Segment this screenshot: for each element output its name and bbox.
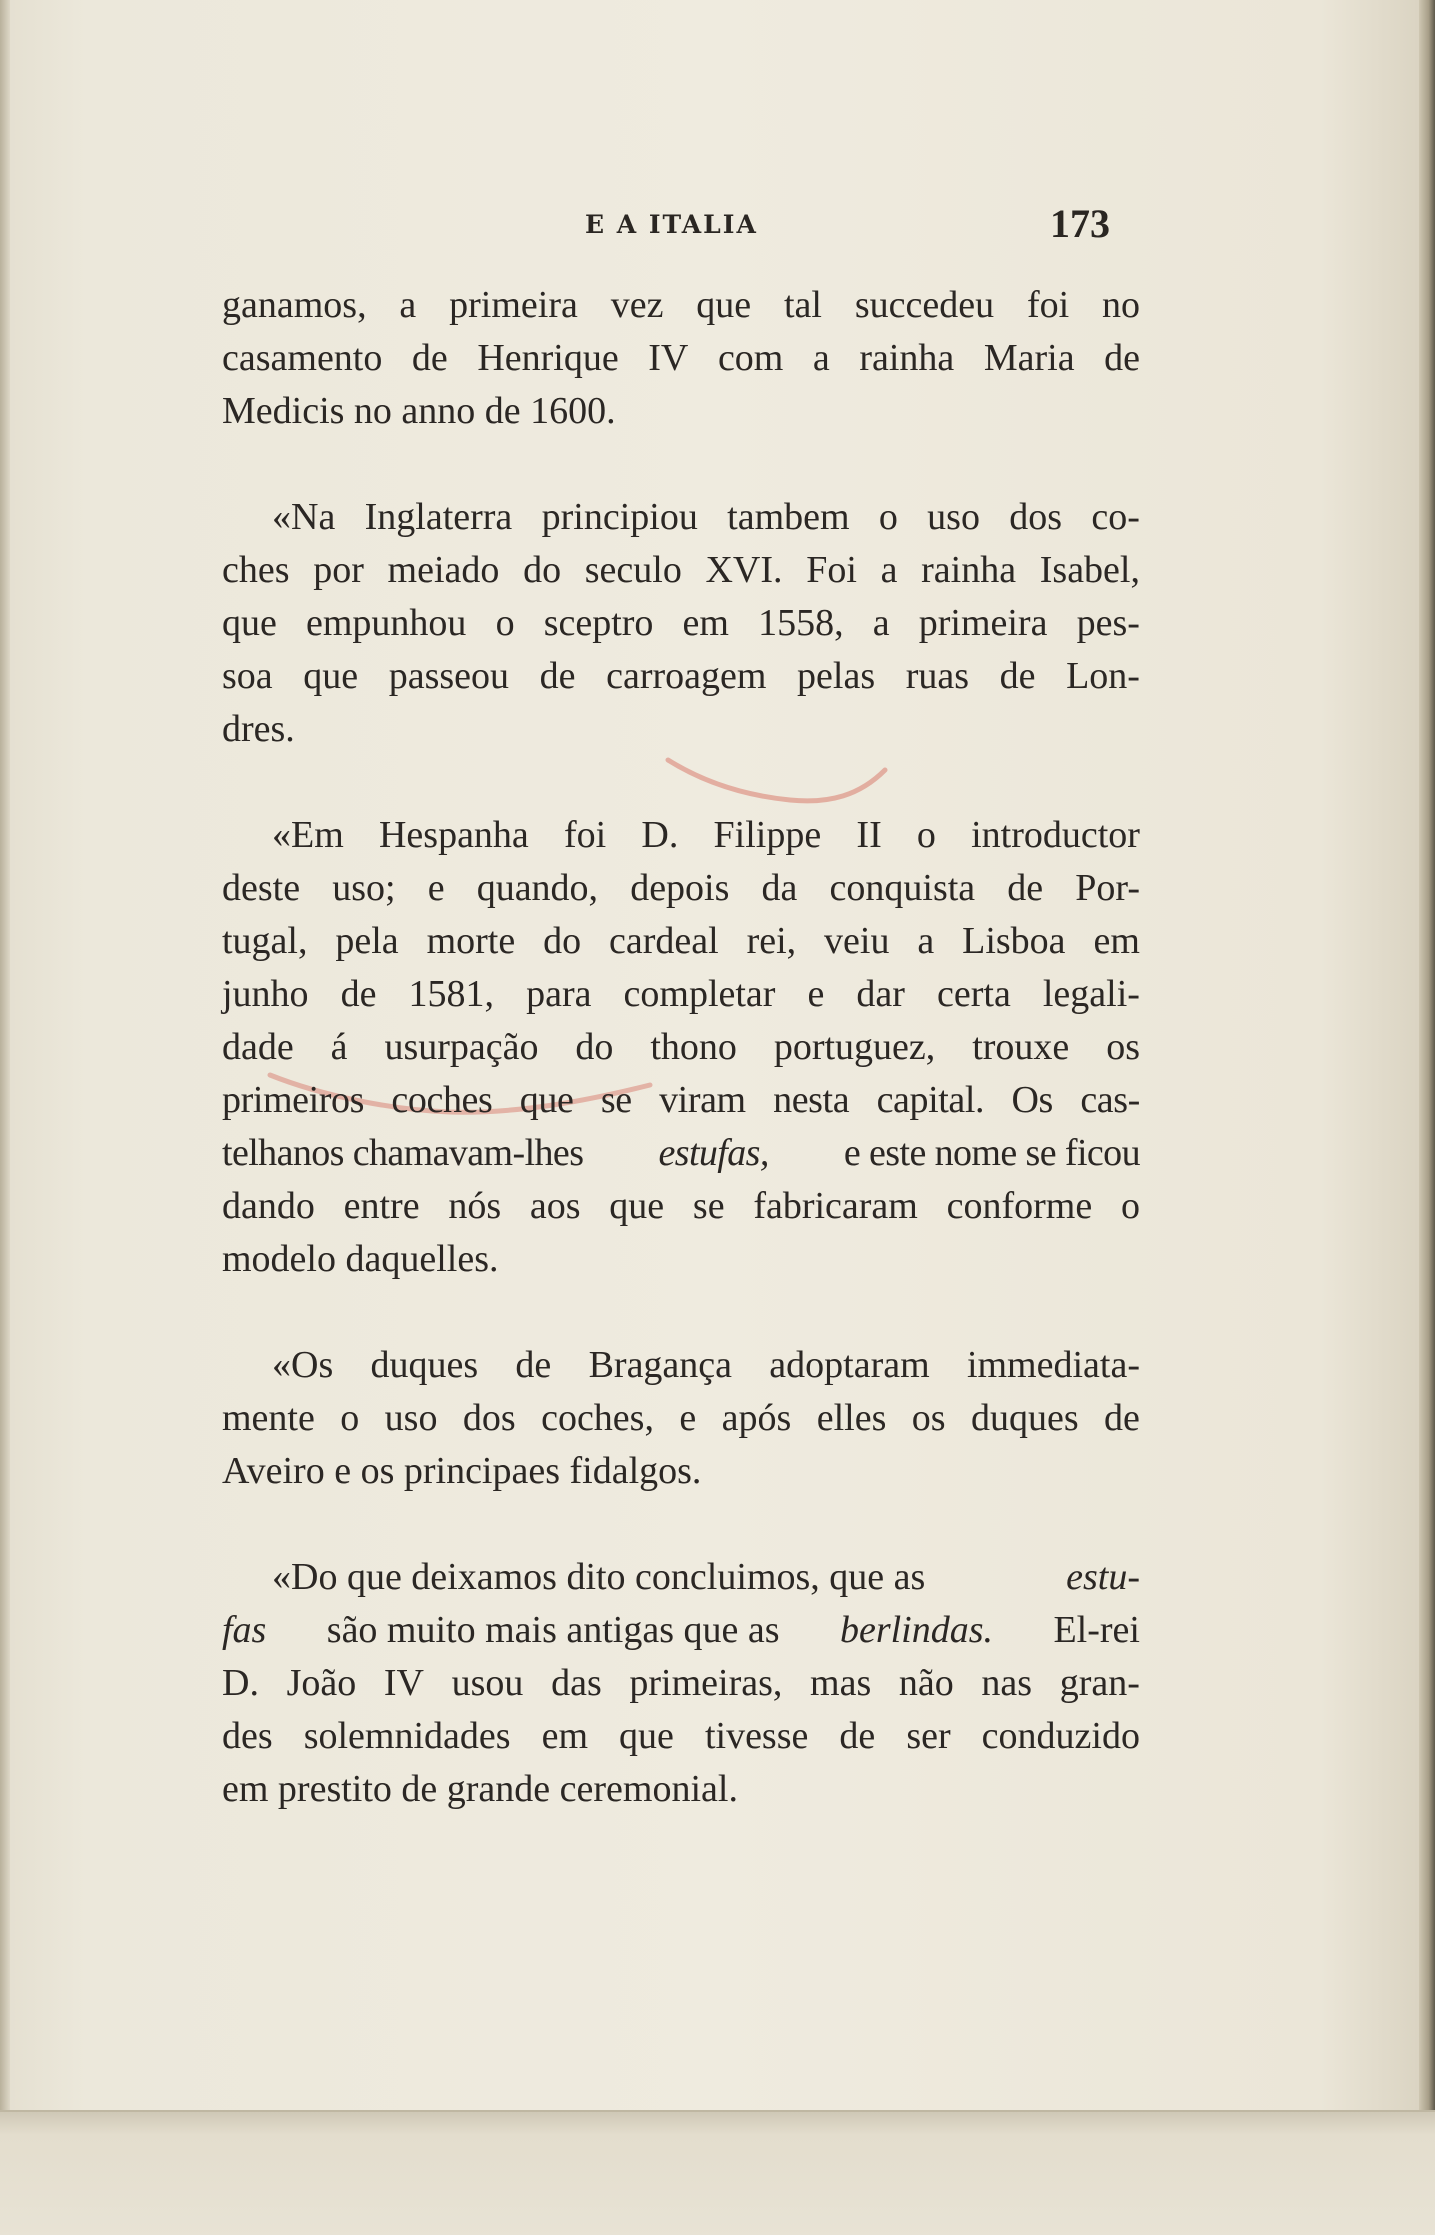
word: completar <box>623 973 776 1015</box>
word: conduzido <box>981 1715 1140 1757</box>
word: de <box>539 655 576 697</box>
word: a <box>880 549 898 591</box>
paragraph-4 <box>222 1339 1140 1498</box>
word: dar <box>856 973 905 1015</box>
word: João <box>286 1662 357 1704</box>
text-line <box>222 279 1140 332</box>
word: sceptro <box>543 602 654 644</box>
word: os <box>1106 1026 1140 1068</box>
word: foi <box>1026 284 1070 326</box>
word: coches <box>391 1079 493 1121</box>
text-line <box>222 544 1140 597</box>
text-line: dres. <box>222 708 295 750</box>
word: mente <box>222 1397 315 1439</box>
word: conquista <box>829 867 976 909</box>
word: que <box>519 1079 574 1121</box>
word: empunhou <box>306 602 467 644</box>
word: de <box>340 973 377 1015</box>
word: uso <box>927 496 980 538</box>
text-segment: El-rei <box>1053 1609 1140 1651</box>
word: que <box>696 284 752 326</box>
word: coches, <box>541 1397 654 1439</box>
word: com <box>717 337 784 379</box>
word: capital. <box>876 1079 985 1121</box>
word: soa <box>222 655 273 697</box>
page-left-edge <box>0 0 10 2235</box>
text-line-mixed <box>222 1551 1140 1604</box>
word: D. <box>641 814 679 856</box>
word: morte <box>426 920 516 962</box>
word: que <box>222 602 277 644</box>
word: «Na <box>272 496 336 538</box>
italic-term-estufas-cont: fas <box>222 1609 267 1651</box>
text-line <box>222 1657 1140 1710</box>
word: á <box>330 1026 348 1068</box>
word: junho <box>222 973 309 1015</box>
text-line-mixed <box>222 1127 1140 1180</box>
word: IV <box>648 337 689 379</box>
word: se <box>600 1079 632 1121</box>
word: de <box>839 1715 876 1757</box>
word: se <box>692 1185 725 1227</box>
word: de <box>411 337 448 379</box>
word: tal <box>784 284 822 326</box>
word: em <box>1093 920 1140 962</box>
word: principiou <box>541 496 698 538</box>
word: de <box>515 1344 552 1386</box>
word: rainha <box>859 337 955 379</box>
word: Bragança <box>588 1344 733 1386</box>
word: 1558, <box>758 602 844 644</box>
word: succedeu <box>854 284 995 326</box>
word: primeira <box>449 284 578 326</box>
text-line <box>222 597 1140 650</box>
word: introductor <box>971 814 1140 856</box>
word: primeiras, <box>629 1662 783 1704</box>
word: o <box>916 814 936 856</box>
word: no <box>1102 284 1140 326</box>
word: aos <box>529 1185 581 1227</box>
word: de <box>1007 867 1044 909</box>
word: primeiros <box>222 1079 365 1121</box>
word: usurpação <box>384 1026 539 1068</box>
text-line <box>222 1339 1140 1392</box>
word: elles <box>816 1397 887 1439</box>
word: foi <box>564 814 607 856</box>
text-line <box>222 491 1140 544</box>
word: do <box>543 920 582 962</box>
word: thono <box>650 1026 737 1068</box>
word: solemnidades <box>303 1715 511 1757</box>
word: em <box>541 1715 589 1757</box>
running-head <box>0 200 1435 260</box>
word: que <box>619 1715 674 1757</box>
word: para <box>526 973 592 1015</box>
word: des <box>222 1715 273 1757</box>
word: carroagem <box>606 655 767 697</box>
word: em <box>682 602 729 644</box>
word: que <box>609 1185 665 1227</box>
word: não <box>898 1662 954 1704</box>
word: uso; <box>332 867 396 909</box>
word: Por- <box>1075 867 1140 909</box>
text-line: em prestito de grande ceremonial. <box>222 1768 738 1810</box>
word: os <box>911 1397 946 1439</box>
word: casamento <box>222 337 383 379</box>
word: de <box>1104 1397 1140 1439</box>
paragraph-1 <box>222 279 1140 438</box>
word: uso <box>384 1397 438 1439</box>
text-line <box>222 809 1140 862</box>
word: IV <box>383 1662 424 1704</box>
word: viram <box>659 1079 746 1121</box>
word: a <box>917 920 935 962</box>
word: tugal, <box>222 920 308 962</box>
text-line <box>222 650 1140 703</box>
word: o <box>1120 1185 1140 1227</box>
text-line <box>222 915 1140 968</box>
text-line <box>222 1392 1140 1445</box>
word: immediata- <box>966 1344 1140 1386</box>
word: depois <box>630 867 730 909</box>
word: veiu <box>824 920 890 962</box>
word: do <box>575 1026 614 1068</box>
word: fabricaram <box>753 1185 918 1227</box>
italic-term-berlindas: berlindas. <box>839 1609 994 1651</box>
paragraph-2 <box>222 491 1140 756</box>
word: D. <box>222 1662 259 1704</box>
lower-leaf-edge <box>0 2110 1435 2235</box>
word: deste <box>222 867 301 909</box>
word: Isabel, <box>1039 549 1140 591</box>
word: Os <box>1011 1079 1053 1121</box>
word: ser <box>906 1715 951 1757</box>
word: o <box>340 1397 360 1439</box>
word: rainha <box>921 549 1017 591</box>
word: das <box>551 1662 602 1704</box>
word: Lon- <box>1066 655 1140 697</box>
word: «Em <box>272 814 344 856</box>
italic-term-estufas: estu- <box>1066 1556 1140 1598</box>
word: e <box>807 973 825 1015</box>
word: passeou <box>388 655 510 697</box>
word: por <box>313 549 364 591</box>
word: pela <box>335 920 399 962</box>
word: após <box>721 1397 792 1439</box>
word: nós <box>448 1185 502 1227</box>
word: duques <box>970 1397 1079 1439</box>
paragraph-3 <box>222 809 1140 1286</box>
word: «Os <box>272 1344 334 1386</box>
text-line <box>222 1180 1140 1233</box>
text-line: Medicis no anno de 1600. <box>222 390 616 432</box>
word: gran- <box>1059 1662 1140 1704</box>
word: rei, <box>746 920 797 962</box>
paragraph-5 <box>222 1551 1140 1816</box>
word: dando <box>222 1185 315 1227</box>
text-line <box>222 332 1140 385</box>
text-segment: são muito mais antigas que as <box>326 1609 780 1651</box>
page-number: 173 <box>1050 201 1110 246</box>
italic-term-estufas: estufas, <box>658 1132 769 1174</box>
word: entre <box>343 1185 420 1227</box>
word: quando, <box>476 867 599 909</box>
word: ruas <box>905 655 970 697</box>
word: Hespanha <box>378 814 529 856</box>
word: 1581, <box>408 973 495 1015</box>
word: dade <box>222 1026 294 1068</box>
word: primeira <box>918 602 1048 644</box>
word: certa <box>937 973 1011 1015</box>
word: Henrique <box>477 337 619 379</box>
running-title: E A ITALIA <box>585 210 758 239</box>
text-line <box>222 1074 1140 1127</box>
word: que <box>303 655 359 697</box>
word: da <box>761 867 798 909</box>
text-segment: telhanos chamavam-lhes <box>222 1132 584 1174</box>
word: tambem <box>727 496 850 538</box>
word: vez <box>610 284 664 326</box>
word: e <box>427 867 445 909</box>
word: a <box>399 284 417 326</box>
text-line <box>222 1710 1140 1763</box>
word: co- <box>1091 496 1140 538</box>
text-line: Aveiro e os principaes fidalgos. <box>222 1450 702 1492</box>
word: o <box>495 602 515 644</box>
word: tivesse <box>704 1715 809 1757</box>
word: ches <box>222 549 290 591</box>
word: seculo <box>584 549 682 591</box>
word: Lisboa <box>962 920 1066 962</box>
word: cas- <box>1080 1079 1140 1121</box>
text-line <box>222 968 1140 1021</box>
word: Foi <box>806 549 857 591</box>
word: XVI. <box>705 549 783 591</box>
word: de <box>999 655 1036 697</box>
word: e <box>679 1397 697 1439</box>
word: legali- <box>1042 973 1140 1015</box>
word: o <box>878 496 898 538</box>
word: portuguez, <box>773 1026 936 1068</box>
word: duques <box>370 1344 479 1386</box>
word: a <box>872 602 890 644</box>
word: Maria <box>983 337 1075 379</box>
word: ganamos, <box>222 284 367 326</box>
page-right-edge <box>1419 0 1435 2235</box>
word: nesta <box>773 1079 850 1121</box>
text-segment: «Do que deixamos dito concluimos, que as <box>272 1556 926 1598</box>
word: do <box>523 549 562 591</box>
word: dos <box>462 1397 516 1439</box>
word: a <box>812 337 830 379</box>
word: usou <box>451 1662 524 1704</box>
word: Inglaterra <box>364 496 513 538</box>
word: dos <box>1009 496 1063 538</box>
word: pes- <box>1076 602 1140 644</box>
word: de <box>1104 337 1140 379</box>
word: cardeal <box>608 920 719 962</box>
word: adoptaram <box>769 1344 930 1386</box>
body-text <box>222 279 1140 1816</box>
word: meiado <box>387 549 500 591</box>
text-line <box>222 1021 1140 1074</box>
text-line-mixed <box>222 1604 1140 1657</box>
word: mas <box>810 1662 872 1704</box>
text-line <box>222 862 1140 915</box>
word: Filippe <box>713 814 822 856</box>
text-segment: e este nome se ficou <box>843 1132 1140 1174</box>
word: trouxe <box>972 1026 1070 1068</box>
word: conforme <box>946 1185 1093 1227</box>
word: nas <box>981 1662 1033 1704</box>
word: II <box>856 814 882 856</box>
text-line: modelo daquelles. <box>222 1238 499 1280</box>
word: pelas <box>797 655 876 697</box>
